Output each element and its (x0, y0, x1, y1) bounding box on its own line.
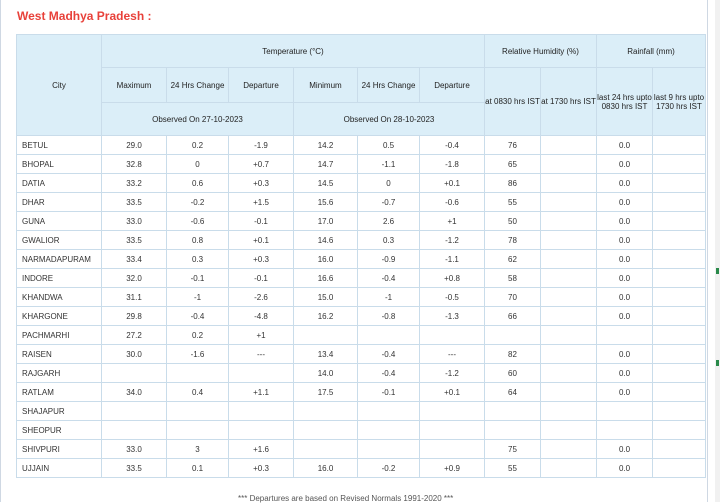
rain-9hrs-cell (653, 459, 706, 478)
rain-9hrs-cell (653, 288, 706, 307)
table-row (17, 440, 706, 459)
edge-marker (716, 268, 719, 274)
rh-0830-cell (485, 402, 541, 421)
table-row (17, 402, 706, 421)
maximum-cell: 32.0 (102, 269, 167, 288)
rain-24hrs-cell: 0.0 (597, 459, 653, 478)
minimum-cell: 14.0 (294, 364, 358, 383)
min-change-cell (358, 421, 420, 440)
max-departure-cell (229, 402, 294, 421)
maximum-cell: 34.0 (102, 383, 167, 402)
min-change-cell: 0.3 (358, 231, 420, 250)
max-change-cell: -0.2 (167, 193, 229, 212)
minimum-cell: 14.6 (294, 231, 358, 250)
rh-1730-cell (541, 231, 597, 250)
rain-24hrs-cell: 0.0 (597, 440, 653, 459)
rh-1730-cell (541, 269, 597, 288)
rh-0830-cell: 50 (485, 212, 541, 231)
max-change-cell: 0.4 (167, 383, 229, 402)
rh-1730-cell (541, 440, 597, 459)
min-change-cell: -0.2 (358, 459, 420, 478)
max-change-cell: -0.6 (167, 212, 229, 231)
min-departure-cell (420, 402, 485, 421)
min-departure-header: Departure (420, 68, 485, 103)
table-row (17, 193, 706, 212)
max-change-cell: 0.1 (167, 459, 229, 478)
minimum-cell (294, 421, 358, 440)
min-departure-cell: -1.8 (420, 155, 485, 174)
min-departure-cell: -0.4 (420, 136, 485, 155)
rh-0830-cell: 62 (485, 250, 541, 269)
observed-date-min: Observed On 28-10-2023 (294, 103, 485, 136)
table-header (17, 35, 706, 136)
rh-0830-cell: 55 (485, 193, 541, 212)
table-row (17, 231, 706, 250)
city-cell: UJJAIN (17, 459, 102, 478)
minimum-header: Minimum (294, 68, 358, 103)
min-departure-cell (420, 440, 485, 459)
max-departure-cell: -2.6 (229, 288, 294, 307)
minimum-cell: 16.0 (294, 250, 358, 269)
rh-1730-cell (541, 459, 597, 478)
rain-9hrs-header: last 9 hrs upto 1730 hrs IST (653, 68, 706, 136)
observed-date-max: Observed On 27-10-2023 (102, 103, 294, 136)
rh-0830-cell: 76 (485, 136, 541, 155)
rh-1730-cell (541, 345, 597, 364)
maximum-header: Maximum (102, 68, 167, 103)
city-cell: GUNA (17, 212, 102, 231)
max-change-cell: -1 (167, 288, 229, 307)
maximum-cell: 29.0 (102, 136, 167, 155)
min-change-cell: -0.4 (358, 269, 420, 288)
min-departure-cell (420, 421, 485, 440)
rain-9hrs-cell (653, 421, 706, 440)
max-departure-cell: +1 (229, 326, 294, 345)
table-row (17, 364, 706, 383)
maximum-cell: 33.0 (102, 440, 167, 459)
max-change-cell: -0.4 (167, 307, 229, 326)
rain-9hrs-cell (653, 440, 706, 459)
max-departure-cell (229, 364, 294, 383)
table-row (17, 288, 706, 307)
rh-1730-header: at 1730 hrs IST (541, 68, 597, 136)
max-departure-cell: -0.1 (229, 212, 294, 231)
rain-9hrs-cell (653, 193, 706, 212)
rh-0830-cell: 75 (485, 440, 541, 459)
min-change-cell: -0.4 (358, 345, 420, 364)
maximum-cell (102, 402, 167, 421)
rain-9hrs-cell (653, 250, 706, 269)
max-departure-cell: +0.7 (229, 155, 294, 174)
rh-1730-cell (541, 364, 597, 383)
rh-1730-cell (541, 136, 597, 155)
max-departure-cell: +1.6 (229, 440, 294, 459)
minimum-cell: 16.2 (294, 307, 358, 326)
rh-1730-cell (541, 193, 597, 212)
rainfall-header: Rainfall (mm) (597, 35, 706, 68)
minimum-cell: 17.0 (294, 212, 358, 231)
rain-24hrs-cell: 0.0 (597, 136, 653, 155)
rh-0830-cell: 55 (485, 459, 541, 478)
city-cell: RAISEN (17, 345, 102, 364)
max-change-cell: 0.2 (167, 136, 229, 155)
min-departure-cell: -1.1 (420, 250, 485, 269)
min-departure-cell: -1.3 (420, 307, 485, 326)
rh-1730-cell (541, 326, 597, 345)
city-cell: BHOPAL (17, 155, 102, 174)
maximum-cell: 33.0 (102, 212, 167, 231)
min-change-cell: 2.6 (358, 212, 420, 231)
humidity-header: Relative Humidity (%) (485, 35, 597, 68)
minimum-cell: 17.5 (294, 383, 358, 402)
min-change-cell: -0.4 (358, 364, 420, 383)
max-change-cell: 0.8 (167, 231, 229, 250)
maximum-cell: 33.5 (102, 193, 167, 212)
city-cell: RAJGARH (17, 364, 102, 383)
max-departure-cell: --- (229, 345, 294, 364)
rh-1730-cell (541, 288, 597, 307)
maximum-cell (102, 421, 167, 440)
min-departure-cell: -1.2 (420, 364, 485, 383)
rain-24hrs-cell: 0.0 (597, 288, 653, 307)
max-departure-cell: +0.1 (229, 231, 294, 250)
max-departure-cell: +1.1 (229, 383, 294, 402)
max-departure-cell: -4.8 (229, 307, 294, 326)
maximum-cell: 33.5 (102, 231, 167, 250)
maximum-cell: 29.8 (102, 307, 167, 326)
max-change-cell: 3 (167, 440, 229, 459)
city-header: City (17, 35, 102, 136)
max-departure-header: Departure (229, 68, 294, 103)
rh-0830-cell: 60 (485, 364, 541, 383)
min-departure-cell: +0.9 (420, 459, 485, 478)
rh-1730-cell (541, 383, 597, 402)
rain-9hrs-cell (653, 155, 706, 174)
minimum-cell: 16.0 (294, 459, 358, 478)
rh-0830-cell: 58 (485, 269, 541, 288)
minimum-cell (294, 326, 358, 345)
rh-0830-cell: 66 (485, 307, 541, 326)
max-change-cell: -1.6 (167, 345, 229, 364)
min-change-cell (358, 326, 420, 345)
maximum-cell: 33.4 (102, 250, 167, 269)
rh-1730-cell (541, 421, 597, 440)
city-cell: NARMADAPURAM (17, 250, 102, 269)
city-cell: INDORE (17, 269, 102, 288)
rh-1730-cell (541, 402, 597, 421)
rain-24hrs-cell: 0.0 (597, 155, 653, 174)
max-departure-cell: +0.3 (229, 174, 294, 193)
maximum-cell: 33.5 (102, 459, 167, 478)
maximum-cell: 32.8 (102, 155, 167, 174)
city-cell: SHIVPURI (17, 440, 102, 459)
min-change-cell: -0.9 (358, 250, 420, 269)
min-change-cell: -0.1 (358, 383, 420, 402)
city-cell: KHANDWA (17, 288, 102, 307)
max-change-cell: 0.3 (167, 250, 229, 269)
rain-9hrs-cell (653, 364, 706, 383)
minimum-cell: 14.2 (294, 136, 358, 155)
minimum-cell: 16.6 (294, 269, 358, 288)
max-departure-cell: -0.1 (229, 269, 294, 288)
rain-24hrs-cell: 0.0 (597, 383, 653, 402)
max-change-cell (167, 364, 229, 383)
table-row (17, 174, 706, 193)
min-change-cell: -1 (358, 288, 420, 307)
rain-24hrs-cell: 0.0 (597, 364, 653, 383)
rain-24hrs-header: last 24 hrs upto 0830 hrs IST (597, 68, 653, 136)
rain-9hrs-cell (653, 345, 706, 364)
rh-1730-cell (541, 174, 597, 193)
rain-24hrs-cell: 0.0 (597, 345, 653, 364)
region-title: West Madhya Pradesh : (17, 9, 152, 23)
max-departure-cell (229, 421, 294, 440)
city-cell: PACHMARHI (17, 326, 102, 345)
min-departure-cell: +1 (420, 212, 485, 231)
city-cell: RATLAM (17, 383, 102, 402)
min-departure-cell: --- (420, 345, 485, 364)
rh-0830-header: at 0830 hrs IST (485, 68, 541, 136)
weather-table (16, 34, 706, 478)
rain-24hrs-cell: 0.0 (597, 250, 653, 269)
rh-0830-cell: 82 (485, 345, 541, 364)
rh-0830-cell (485, 421, 541, 440)
min-change-cell: -0.7 (358, 193, 420, 212)
table-row (17, 345, 706, 364)
min-departure-cell: +0.8 (420, 269, 485, 288)
min-change-cell: 0 (358, 174, 420, 193)
maximum-cell (102, 364, 167, 383)
rain-9hrs-cell (653, 269, 706, 288)
rain-24hrs-cell: 0.0 (597, 269, 653, 288)
city-cell: DHAR (17, 193, 102, 212)
max-change-header: 24 Hrs Change (167, 68, 229, 103)
min-departure-cell: -1.2 (420, 231, 485, 250)
max-departure-cell: +0.3 (229, 459, 294, 478)
rh-1730-cell (541, 212, 597, 231)
max-change-cell: 0.6 (167, 174, 229, 193)
max-departure-cell: +1.5 (229, 193, 294, 212)
min-change-cell: -1.1 (358, 155, 420, 174)
max-departure-cell: +0.3 (229, 250, 294, 269)
minimum-cell (294, 440, 358, 459)
table-row (17, 421, 706, 440)
table-row (17, 136, 706, 155)
minimum-cell: 15.6 (294, 193, 358, 212)
table-row (17, 269, 706, 288)
rain-24hrs-cell: 0.0 (597, 193, 653, 212)
rain-9hrs-cell (653, 231, 706, 250)
rain-9hrs-cell (653, 307, 706, 326)
rain-24hrs-cell: 0.0 (597, 231, 653, 250)
minimum-cell: 15.0 (294, 288, 358, 307)
table-row (17, 212, 706, 231)
min-departure-cell (420, 326, 485, 345)
city-cell: BETUL (17, 136, 102, 155)
rain-24hrs-cell: 0.0 (597, 212, 653, 231)
maximum-cell: 27.2 (102, 326, 167, 345)
table-row (17, 326, 706, 345)
rh-1730-cell (541, 155, 597, 174)
min-departure-cell: -0.6 (420, 193, 485, 212)
rain-24hrs-cell: 0.0 (597, 174, 653, 193)
min-change-cell (358, 440, 420, 459)
rain-24hrs-cell: 0.0 (597, 307, 653, 326)
max-departure-cell: -1.9 (229, 136, 294, 155)
max-change-cell: -0.1 (167, 269, 229, 288)
max-change-cell (167, 402, 229, 421)
minimum-cell (294, 402, 358, 421)
min-change-header: 24 Hrs Change (358, 68, 420, 103)
edge-marker (716, 360, 719, 366)
rain-24hrs-cell (597, 421, 653, 440)
rh-0830-cell: 70 (485, 288, 541, 307)
minimum-cell: 13.4 (294, 345, 358, 364)
rh-1730-cell (541, 250, 597, 269)
rh-1730-cell (541, 307, 597, 326)
city-cell: SHEOPUR (17, 421, 102, 440)
rh-0830-cell (485, 326, 541, 345)
rain-9hrs-cell (653, 326, 706, 345)
city-cell: GWALIOR (17, 231, 102, 250)
table-row (17, 155, 706, 174)
page-scrollbar[interactable] (715, 0, 720, 502)
rain-9hrs-cell (653, 136, 706, 155)
minimum-cell: 14.7 (294, 155, 358, 174)
rain-9hrs-cell (653, 383, 706, 402)
maximum-cell: 33.2 (102, 174, 167, 193)
city-cell: KHARGONE (17, 307, 102, 326)
rain-9hrs-cell (653, 402, 706, 421)
table-row (17, 383, 706, 402)
max-change-cell: 0.2 (167, 326, 229, 345)
max-change-cell (167, 421, 229, 440)
minimum-cell: 14.5 (294, 174, 358, 193)
rain-9hrs-cell (653, 174, 706, 193)
city-cell: SHAJAPUR (17, 402, 102, 421)
rain-24hrs-cell (597, 402, 653, 421)
rh-0830-cell: 65 (485, 155, 541, 174)
min-change-cell: -0.8 (358, 307, 420, 326)
min-departure-cell: +0.1 (420, 383, 485, 402)
rain-24hrs-cell (597, 326, 653, 345)
rh-0830-cell: 64 (485, 383, 541, 402)
table-row (17, 459, 706, 478)
maximum-cell: 30.0 (102, 345, 167, 364)
table-row (17, 250, 706, 269)
city-cell: DATIA (17, 174, 102, 193)
min-change-cell (358, 402, 420, 421)
maximum-cell: 31.1 (102, 288, 167, 307)
table-row (17, 307, 706, 326)
max-change-cell: 0 (167, 155, 229, 174)
footnote: *** Departures are based on Revised Normals 1991-2020 *** (238, 494, 454, 503)
min-departure-cell: -0.5 (420, 288, 485, 307)
rain-9hrs-cell (653, 212, 706, 231)
rh-0830-cell: 86 (485, 174, 541, 193)
min-change-cell: 0.5 (358, 136, 420, 155)
min-departure-cell: +0.1 (420, 174, 485, 193)
temperature-header: Temperature (°C) (102, 35, 485, 68)
table-body (17, 136, 706, 478)
rh-0830-cell: 78 (485, 231, 541, 250)
